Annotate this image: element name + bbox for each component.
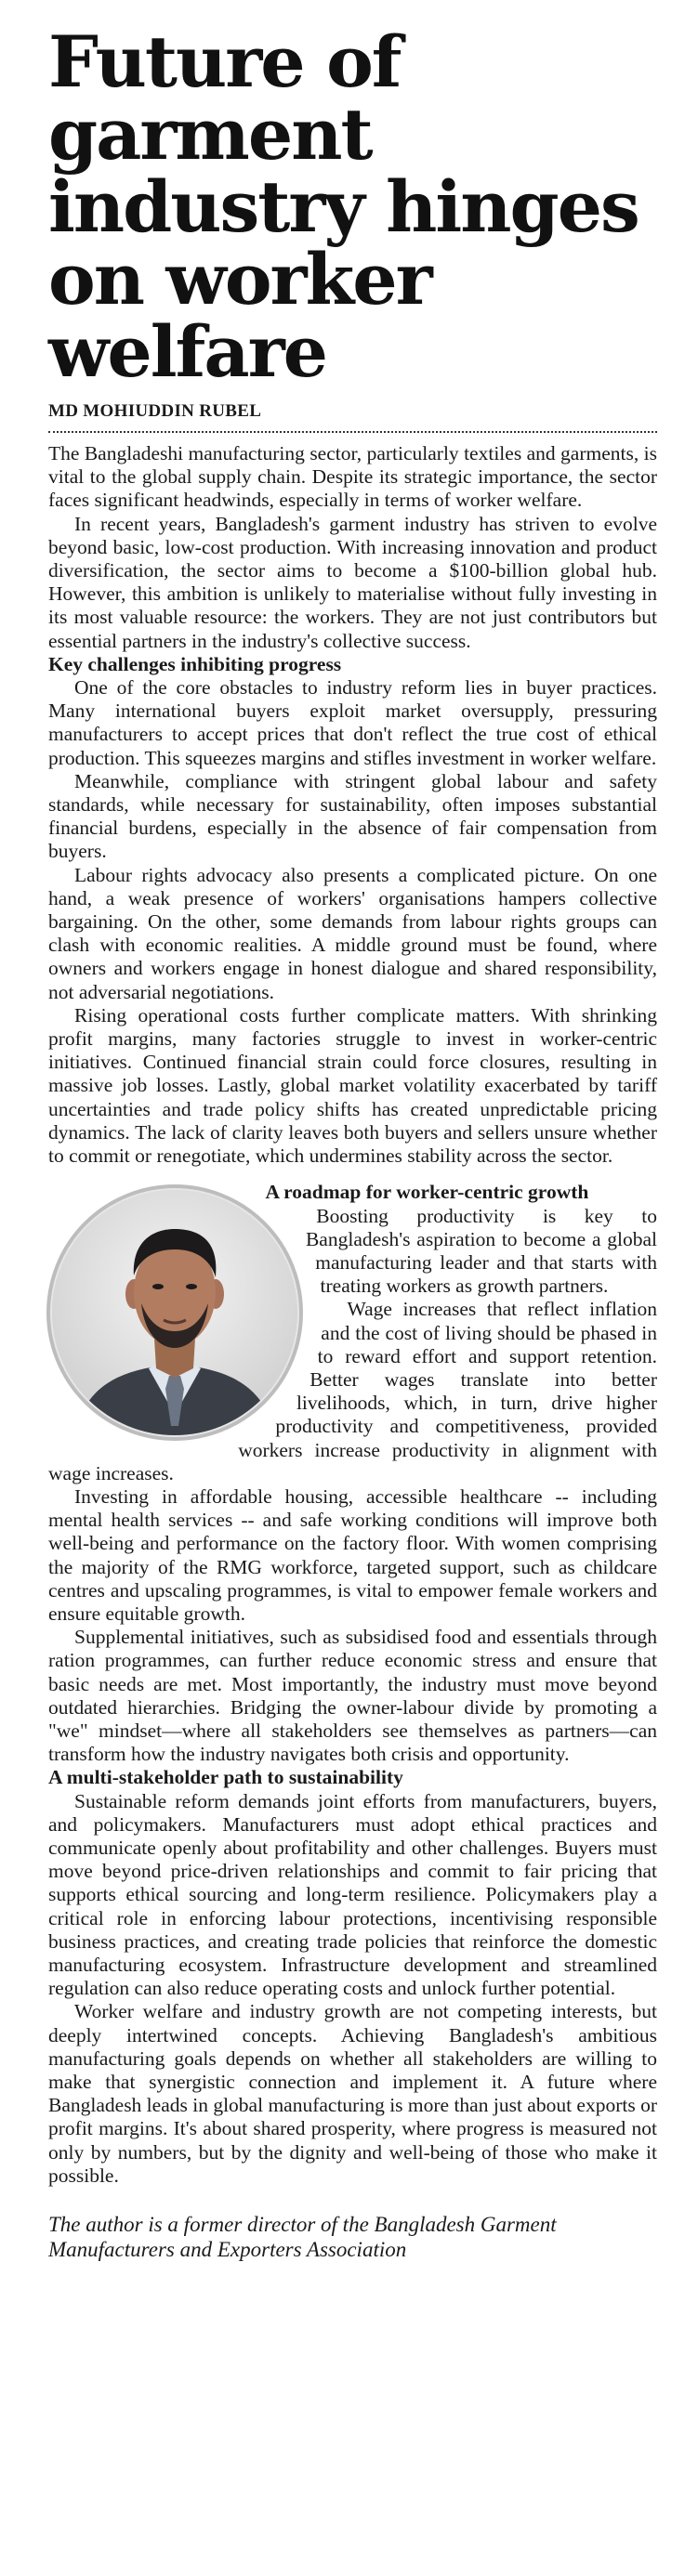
headline: Future of garment industry hinges on worker welfare: [48, 20, 639, 393]
author-portrait-image: [45, 1183, 305, 1443]
paragraph: Sustainable reform demands joint efforts from manufacturers, buyers, and policymakers. Manufacturers must adopt ethical practices and communicate openly about profitability and other challenges. Buyers must move beyond price-driven relationships and commit to fair pricing that supports ethical sourcing and long-term resilience. Policymakers play a critical role in enforcing labour protections, incentivising responsible business practices, and creating trade policies that reinforce the domestic manufacturing ecosystem. Infrastructure development and streamlined regulation can also reduce operating costs and unlock further potential.: [48, 1789, 657, 2000]
paragraph: Meanwhile, compliance with stringent global labour and safety standards, while necessary for sustainability, often imposes substantial financial burdens, especially in the absence of fair compensation from buyers.: [48, 769, 657, 863]
article-body: [48, 442, 657, 2188]
paragraph: One of the core obstacles to industry reform lies in buyer practices. Many international buyers exploit market oversupply, pressuring manufacturers to accept prices that don't reflect the true cost of ethical production. This squeezes margins and stifles investment in worker welfare.: [48, 676, 657, 769]
paragraph: Labour rights advocacy also presents a complicated picture. On one hand, a weak presence of workers' organisations hampers collective bargaining. On the other, some demands from labour rights groups can clash with economic realities. A middle ground must be found, where owners and workers engage in honest dialogue and shared responsibility, not adversarial negotiations.: [48, 863, 657, 1003]
subheading: Key challenges inhibiting progress: [48, 652, 342, 675]
paragraph: Worker welfare and industry growth are not competing interests, but deeply intertwined concepts. Achieving Bangladesh's ambitious manufacturing goals depends on whether all stakeholders are willing to make that synergistic connection and implement it. A future where Bangladesh leads in global manufacturing is more than just about exports or profit margins. It's about shared prosperity, where progress is measured not only by numbers, but by the dignity and well-being of those who make it possible.: [48, 2000, 658, 2187]
paragraph: Boosting productivity is key to Bangladesh's aspiration to become a global manufacturing leader and that starts with treating workers as growth partners.: [305, 1204, 657, 1298]
byline: MD MOHIUDDIN RUBEL: [48, 401, 657, 433]
author-note: The author is a former director of the Bangladesh Garment Manufacturers and Exporters Association: [48, 2213, 557, 2262]
article: [48, 20, 658, 2262]
paragraph: In recent years, Bangladesh's garment industry has striven to evolve beyond basic, low-cost production. With increasing innovation and product diversification, the sector aims to become a $100-billion global hub. However, this ambition is unlikely to materialise without fully investing in its most valuable resource: the workers. They are not just contributors but essential partners in the industry's collective success.: [48, 512, 657, 652]
subheading: A multi-stakeholder path to sustainability: [48, 1766, 403, 1789]
subheading: A roadmap for worker-centric growth: [265, 1181, 589, 1204]
paragraph: Supplemental initiatives, such as subsidised food and essentials through ration programmes, can further reduce economic stress and ensure that basic needs are met. Most importantly, the industry must move beyond outdated hierarchies. Bridging the owner-labour divide by promoting a "we" mindset—where all stakeholders see themselves as partners—can transform how the industry navigates both crisis and opportunity.: [48, 1626, 657, 1766]
paragraph: Rising operational costs further complicate matters. With shrinking profit margins, many factories struggle to invest in worker-centric initiatives. Continued financial strain could force closures, resulting in massive job losses. Lastly, global market volatility exacerbated by tariff uncertainties and trade policy shifts has created unpredictable pricing dynamics. The lack of clarity leaves both buyers and sellers unsure whether to commit or renegotiate, which undermines stability across the sector.: [48, 1003, 657, 1168]
paragraph: Wage increases that reflect inflation and the cost of living should be phased in to reward effort and support retention. Better wages translate into better livelihoods, which, in turn, drive higher productivity and competitiveness, provided workers increase productivity in alignment with wage increases.: [48, 1298, 657, 1484]
paragraph: Investing in affordable housing, accessible healthcare -- including mental health services -- and safe working conditions will improve both well-being and performance on the factory floor. With women comprising the majority of the RMG workforce, targeted support, such as childcare centres and upscaling programmes, is vital to empower female workers and ensure equitable growth.: [48, 1484, 657, 1625]
paragraph: The Bangladeshi manufacturing sector, particularly textiles and garments, is vital to the global supply chain. Despite its strategic importance, the sector faces significant headwinds, especially in terms of worker welfare.: [48, 442, 657, 512]
author-photo: [45, 1183, 305, 1443]
